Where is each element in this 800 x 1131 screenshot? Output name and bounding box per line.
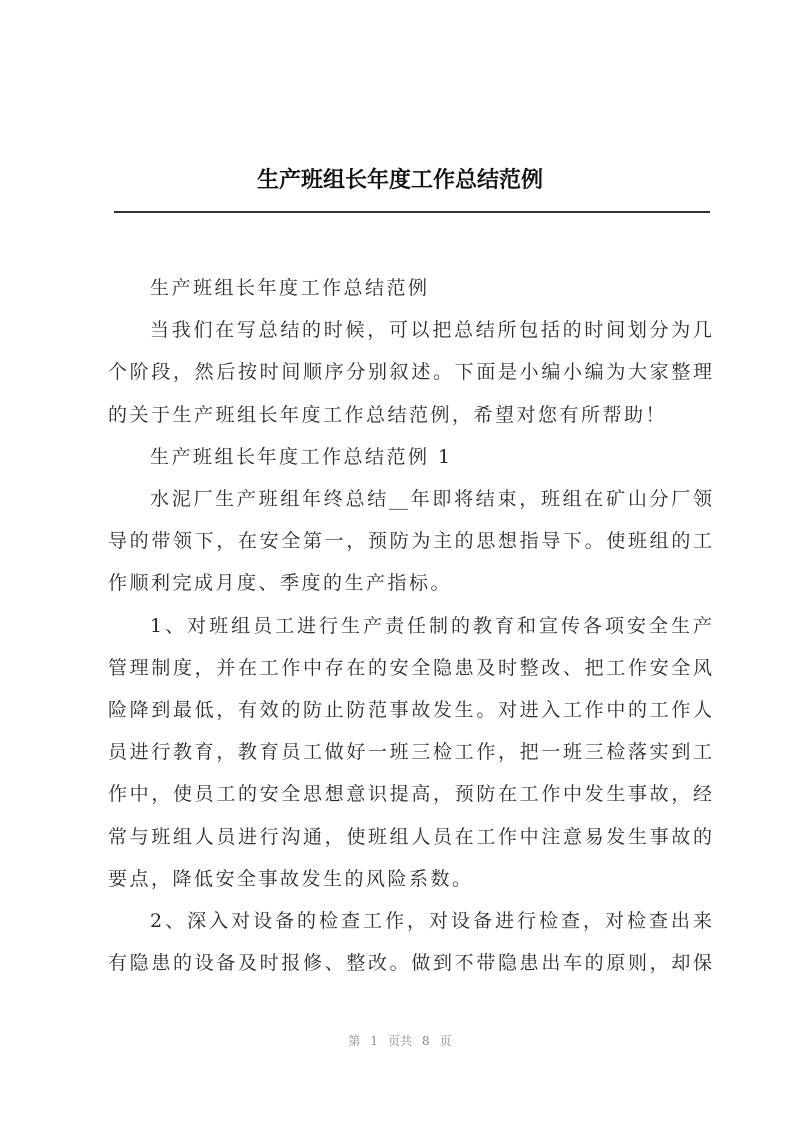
document-body [108,267,712,984]
paragraph-line: 险降到最低，有效的防止防范事故发生。对进入工作中的工作人 [108,699,712,722]
paragraph-line: 有隐患的设备及时报修、整改。做到不带隐患出车的原则，却保 [108,952,712,975]
footer-prefix: 第 [348,1034,361,1048]
paragraph-line: 常与班组人员进行沟通，使班组人员在工作中注意易发生事故的 [108,825,712,848]
title-divider [114,211,710,213]
paragraph-line: 生产班组长年度工作总结范例 1 [150,445,453,468]
paragraph-line: 生产班组长年度工作总结范例 [150,277,430,299]
paragraph-line: 要点，降低安全事故发生的风险系数。 [108,867,474,890]
paragraph-line: 水泥厂生产班组年终总结__年即将结束，班组在矿山分厂领 [150,488,712,511]
document-title: 生产班组长年度工作总结范例 [256,168,543,193]
paragraph-line: 的关于生产班组长年度工作总结范例，希望对您有所帮助！ [108,403,668,426]
paragraph-line: 作中，使员工的安全思想意识提高，预防在工作中发生事故，经 [108,783,712,806]
paragraph-line: 作顺利完成月度、季度的生产指标。 [108,572,453,595]
paragraph-line: 个阶段，然后按时间顺序分别叙述。下面是小编小编为大家整理 [108,361,712,384]
footer-total-pages: 8 [422,1034,430,1048]
footer-suffix: 页 [439,1034,452,1048]
page-footer [0,1032,800,1049]
paragraph-line: 员进行教育，教育员工做好一班三检工作，把一班三检落实到工 [108,741,712,764]
paragraph-line: 2、深入对设备的检查工作，对设备进行检查，对检查出来 [150,910,712,933]
paragraph-line: 管理制度，并在工作中存在的安全隐患及时整改、把工作安全风 [108,656,712,679]
paragraph-line: 1、对班组员工进行生产责任制的教育和宣传各项安全生产 [150,614,712,637]
footer-middle: 页共 [387,1034,412,1048]
paragraph-line: 导的带领下，在安全第一，预防为主的思想指导下。使班组的工 [108,530,712,553]
footer-page-number: 1 [370,1034,378,1048]
paragraph-line: 当我们在写总结的时候，可以把总结所包括的时间划分为几 [150,319,712,342]
